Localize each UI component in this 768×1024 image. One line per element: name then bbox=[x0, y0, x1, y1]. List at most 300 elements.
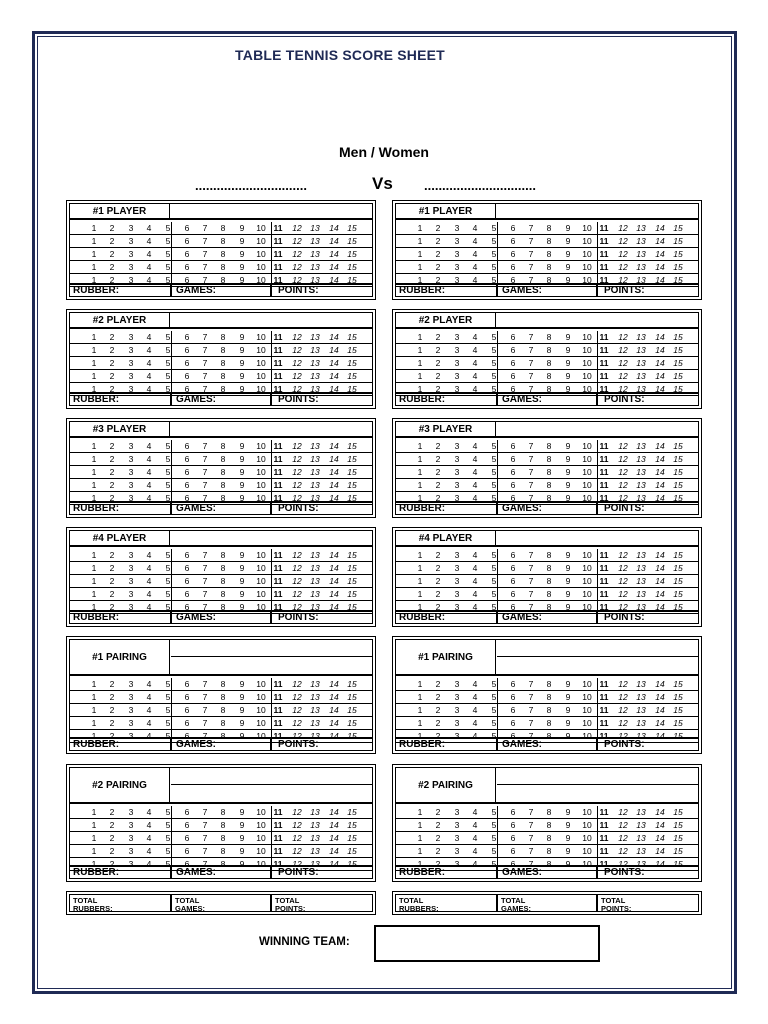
score-number[interactable]: 9 bbox=[565, 358, 571, 368]
score-number[interactable]: 2 bbox=[435, 550, 441, 560]
score-number[interactable]: 10 bbox=[256, 576, 266, 586]
score-number[interactable]: 9 bbox=[565, 236, 571, 246]
score-number[interactable]: 3 bbox=[454, 589, 460, 599]
score-number[interactable]: 4 bbox=[146, 441, 152, 451]
score-number[interactable]: 10 bbox=[582, 223, 592, 233]
score-number[interactable]: 4 bbox=[146, 589, 152, 599]
score-number[interactable]: 13 bbox=[310, 345, 320, 355]
score-number[interactable]: 1 bbox=[417, 467, 423, 477]
score-number[interactable]: 3 bbox=[128, 467, 134, 477]
score-number[interactable]: 5 bbox=[491, 846, 497, 856]
score-number[interactable]: 10 bbox=[256, 441, 266, 451]
score-number[interactable]: 15 bbox=[673, 275, 683, 285]
score-number[interactable]: 10 bbox=[582, 731, 592, 741]
score-number[interactable]: 14 bbox=[655, 236, 665, 246]
score-number[interactable]: 4 bbox=[472, 358, 478, 368]
score-number[interactable]: 6 bbox=[184, 679, 190, 689]
score-number[interactable]: 14 bbox=[655, 358, 665, 368]
score-number[interactable]: 11 bbox=[599, 820, 609, 830]
score-number[interactable]: 9 bbox=[565, 223, 571, 233]
score-number[interactable]: 9 bbox=[239, 454, 245, 464]
score-number[interactable]: 15 bbox=[347, 602, 357, 612]
score-number[interactable]: 14 bbox=[329, 236, 339, 246]
score-number[interactable]: 12 bbox=[618, 807, 628, 817]
score-number[interactable]: 1 bbox=[91, 820, 97, 830]
score-number[interactable]: 14 bbox=[329, 262, 339, 272]
score-number[interactable]: 4 bbox=[146, 705, 152, 715]
score-number[interactable]: 2 bbox=[435, 454, 441, 464]
score-number[interactable]: 3 bbox=[128, 679, 134, 689]
score-number[interactable]: 4 bbox=[472, 275, 478, 285]
score-number[interactable]: 10 bbox=[582, 249, 592, 259]
score-number[interactable]: 9 bbox=[239, 332, 245, 342]
score-number[interactable]: 13 bbox=[636, 563, 646, 573]
score-number[interactable]: 13 bbox=[310, 371, 320, 381]
score-number[interactable]: 10 bbox=[582, 705, 592, 715]
score-number[interactable]: 8 bbox=[220, 262, 226, 272]
score-number[interactable]: 11 bbox=[599, 493, 609, 503]
score-number[interactable]: 9 bbox=[239, 371, 245, 381]
score-number[interactable]: 9 bbox=[565, 332, 571, 342]
score-number[interactable]: 13 bbox=[636, 371, 646, 381]
score-number[interactable]: 13 bbox=[310, 859, 320, 869]
score-number[interactable]: 5 bbox=[491, 731, 497, 741]
score-number[interactable]: 15 bbox=[673, 563, 683, 573]
score-number[interactable]: 14 bbox=[329, 846, 339, 856]
score-number[interactable]: 4 bbox=[146, 275, 152, 285]
score-number[interactable]: 14 bbox=[329, 859, 339, 869]
score-number[interactable]: 10 bbox=[582, 236, 592, 246]
score-number[interactable]: 5 bbox=[491, 820, 497, 830]
score-number[interactable]: 9 bbox=[565, 480, 571, 490]
score-number[interactable]: 13 bbox=[310, 480, 320, 490]
score-number[interactable]: 5 bbox=[491, 602, 497, 612]
score-number[interactable]: 2 bbox=[109, 563, 115, 573]
score-number[interactable]: 11 bbox=[599, 563, 609, 573]
score-number[interactable]: 15 bbox=[347, 467, 357, 477]
score-number[interactable]: 9 bbox=[565, 718, 571, 728]
score-number[interactable]: 7 bbox=[528, 731, 534, 741]
score-number[interactable]: 12 bbox=[292, 332, 302, 342]
score-number[interactable]: 11 bbox=[273, 731, 283, 741]
score-number[interactable]: 2 bbox=[435, 820, 441, 830]
score-number[interactable]: 8 bbox=[546, 602, 552, 612]
score-number[interactable]: 5 bbox=[165, 589, 171, 599]
score-number[interactable]: 9 bbox=[565, 345, 571, 355]
total-points-cell[interactable] bbox=[596, 895, 700, 911]
score-number[interactable]: 15 bbox=[347, 236, 357, 246]
score-number[interactable]: 8 bbox=[546, 705, 552, 715]
score-number[interactable]: 8 bbox=[546, 859, 552, 869]
score-number[interactable]: 11 bbox=[273, 384, 283, 394]
score-number[interactable]: 7 bbox=[528, 602, 534, 612]
score-number[interactable]: 2 bbox=[109, 602, 115, 612]
score-number[interactable]: 14 bbox=[655, 602, 665, 612]
score-number[interactable]: 4 bbox=[146, 718, 152, 728]
score-number[interactable]: 11 bbox=[599, 692, 609, 702]
score-number[interactable]: 15 bbox=[673, 731, 683, 741]
score-number[interactable]: 8 bbox=[546, 493, 552, 503]
score-number[interactable]: 4 bbox=[146, 236, 152, 246]
score-number[interactable]: 1 bbox=[91, 833, 97, 843]
score-number[interactable]: 6 bbox=[510, 820, 516, 830]
score-number[interactable]: 13 bbox=[636, 467, 646, 477]
score-number[interactable]: 15 bbox=[673, 846, 683, 856]
score-number[interactable]: 7 bbox=[202, 454, 208, 464]
score-number[interactable]: 2 bbox=[109, 384, 115, 394]
score-number[interactable]: 13 bbox=[636, 441, 646, 451]
score-number[interactable]: 3 bbox=[128, 550, 134, 560]
score-number[interactable]: 13 bbox=[310, 441, 320, 451]
score-number[interactable]: 12 bbox=[292, 576, 302, 586]
score-number[interactable]: 8 bbox=[546, 441, 552, 451]
score-number[interactable]: 10 bbox=[582, 384, 592, 394]
score-number[interactable]: 14 bbox=[329, 731, 339, 741]
score-number[interactable]: 2 bbox=[109, 833, 115, 843]
score-number[interactable]: 8 bbox=[220, 859, 226, 869]
score-number[interactable]: 8 bbox=[546, 275, 552, 285]
score-number[interactable]: 8 bbox=[546, 236, 552, 246]
score-number[interactable]: 6 bbox=[510, 493, 516, 503]
score-number[interactable]: 14 bbox=[329, 358, 339, 368]
score-number[interactable]: 7 bbox=[528, 345, 534, 355]
score-number[interactable]: 9 bbox=[239, 820, 245, 830]
score-number[interactable]: 9 bbox=[239, 275, 245, 285]
score-number[interactable]: 11 bbox=[273, 441, 283, 451]
score-number[interactable]: 6 bbox=[510, 563, 516, 573]
score-number[interactable]: 3 bbox=[454, 249, 460, 259]
score-number[interactable]: 14 bbox=[329, 384, 339, 394]
score-number[interactable]: 3 bbox=[454, 223, 460, 233]
score-number[interactable]: 3 bbox=[128, 441, 134, 451]
score-number[interactable]: 9 bbox=[239, 718, 245, 728]
score-number[interactable]: 9 bbox=[565, 576, 571, 586]
score-number[interactable]: 7 bbox=[528, 236, 534, 246]
score-number[interactable]: 11 bbox=[273, 236, 283, 246]
score-number[interactable]: 10 bbox=[582, 493, 592, 503]
score-number[interactable]: 6 bbox=[184, 358, 190, 368]
score-number[interactable]: 4 bbox=[472, 807, 478, 817]
score-number[interactable]: 13 bbox=[310, 833, 320, 843]
score-number[interactable]: 2 bbox=[435, 236, 441, 246]
score-number[interactable]: 15 bbox=[347, 859, 357, 869]
score-number[interactable]: 10 bbox=[256, 371, 266, 381]
score-number[interactable]: 8 bbox=[546, 820, 552, 830]
score-number[interactable]: 15 bbox=[347, 576, 357, 586]
score-number[interactable]: 3 bbox=[454, 705, 460, 715]
score-number[interactable]: 1 bbox=[417, 223, 423, 233]
score-number[interactable]: 15 bbox=[673, 602, 683, 612]
score-number[interactable]: 10 bbox=[582, 820, 592, 830]
score-number[interactable]: 9 bbox=[565, 692, 571, 702]
score-number[interactable]: 4 bbox=[472, 384, 478, 394]
score-number[interactable]: 13 bbox=[636, 731, 646, 741]
score-number[interactable]: 5 bbox=[165, 249, 171, 259]
score-number[interactable]: 14 bbox=[329, 454, 339, 464]
score-number[interactable]: 2 bbox=[435, 358, 441, 368]
score-number[interactable]: 8 bbox=[546, 589, 552, 599]
score-number[interactable]: 13 bbox=[636, 332, 646, 342]
score-number[interactable]: 8 bbox=[220, 371, 226, 381]
score-number[interactable]: 6 bbox=[510, 731, 516, 741]
score-number[interactable]: 12 bbox=[292, 833, 302, 843]
score-number[interactable]: 3 bbox=[128, 807, 134, 817]
score-number[interactable]: 12 bbox=[618, 345, 628, 355]
score-number[interactable]: 14 bbox=[655, 846, 665, 856]
score-number[interactable]: 1 bbox=[417, 262, 423, 272]
score-number[interactable]: 13 bbox=[310, 692, 320, 702]
score-number[interactable]: 14 bbox=[655, 820, 665, 830]
score-number[interactable]: 12 bbox=[292, 807, 302, 817]
score-number[interactable]: 4 bbox=[146, 358, 152, 368]
score-number[interactable]: 15 bbox=[347, 345, 357, 355]
score-number[interactable]: 9 bbox=[239, 358, 245, 368]
score-number[interactable]: 3 bbox=[128, 249, 134, 259]
score-number[interactable]: 2 bbox=[435, 480, 441, 490]
score-number[interactable]: 15 bbox=[347, 563, 357, 573]
score-number[interactable]: 3 bbox=[128, 589, 134, 599]
score-number[interactable]: 10 bbox=[256, 679, 266, 689]
score-number[interactable]: 10 bbox=[582, 550, 592, 560]
score-number[interactable]: 11 bbox=[599, 345, 609, 355]
score-number[interactable]: 5 bbox=[491, 833, 497, 843]
score-number[interactable]: 6 bbox=[184, 262, 190, 272]
score-number[interactable]: 6 bbox=[184, 807, 190, 817]
score-number[interactable]: 13 bbox=[636, 550, 646, 560]
score-number[interactable]: 7 bbox=[202, 692, 208, 702]
player-name-field[interactable] bbox=[171, 313, 372, 327]
score-number[interactable]: 11 bbox=[599, 275, 609, 285]
score-number[interactable]: 7 bbox=[202, 731, 208, 741]
score-number[interactable]: 10 bbox=[256, 480, 266, 490]
score-number[interactable]: 2 bbox=[435, 846, 441, 856]
score-number[interactable]: 14 bbox=[655, 332, 665, 342]
score-number[interactable]: 9 bbox=[565, 262, 571, 272]
score-number[interactable]: 7 bbox=[528, 833, 534, 843]
score-number[interactable]: 9 bbox=[565, 467, 571, 477]
score-number[interactable]: 14 bbox=[329, 467, 339, 477]
score-number[interactable]: 14 bbox=[329, 589, 339, 599]
score-number[interactable]: 13 bbox=[310, 718, 320, 728]
score-number[interactable]: 3 bbox=[454, 550, 460, 560]
score-number[interactable]: 10 bbox=[582, 576, 592, 586]
score-number[interactable]: 7 bbox=[202, 371, 208, 381]
score-number[interactable]: 3 bbox=[454, 859, 460, 869]
score-number[interactable]: 1 bbox=[417, 550, 423, 560]
score-number[interactable]: 7 bbox=[528, 384, 534, 394]
score-number[interactable]: 12 bbox=[292, 563, 302, 573]
score-number[interactable]: 15 bbox=[347, 731, 357, 741]
score-number[interactable]: 13 bbox=[310, 384, 320, 394]
score-number[interactable]: 7 bbox=[202, 467, 208, 477]
score-number[interactable]: 6 bbox=[184, 550, 190, 560]
score-number[interactable]: 14 bbox=[329, 563, 339, 573]
score-number[interactable]: 14 bbox=[329, 576, 339, 586]
score-number[interactable]: 2 bbox=[435, 576, 441, 586]
score-number[interactable]: 4 bbox=[146, 262, 152, 272]
score-number[interactable]: 12 bbox=[292, 692, 302, 702]
score-number[interactable]: 11 bbox=[599, 846, 609, 856]
score-number[interactable]: 13 bbox=[310, 820, 320, 830]
score-number[interactable]: 12 bbox=[618, 384, 628, 394]
score-number[interactable]: 6 bbox=[510, 859, 516, 869]
score-number[interactable]: 2 bbox=[435, 275, 441, 285]
score-number[interactable]: 6 bbox=[510, 332, 516, 342]
score-number[interactable]: 5 bbox=[491, 384, 497, 394]
score-number[interactable]: 10 bbox=[256, 467, 266, 477]
score-number[interactable]: 10 bbox=[582, 846, 592, 856]
score-number[interactable]: 14 bbox=[655, 589, 665, 599]
score-number[interactable]: 8 bbox=[546, 249, 552, 259]
score-number[interactable]: 7 bbox=[202, 441, 208, 451]
score-number[interactable]: 15 bbox=[673, 480, 683, 490]
score-number[interactable]: 12 bbox=[292, 236, 302, 246]
score-number[interactable]: 4 bbox=[146, 679, 152, 689]
score-number[interactable]: 8 bbox=[546, 223, 552, 233]
score-number[interactable]: 14 bbox=[329, 679, 339, 689]
score-number[interactable]: 8 bbox=[546, 731, 552, 741]
score-number[interactable]: 14 bbox=[655, 371, 665, 381]
score-number[interactable]: 6 bbox=[184, 705, 190, 715]
score-number[interactable]: 15 bbox=[347, 332, 357, 342]
player-name-field[interactable] bbox=[497, 640, 698, 657]
score-number[interactable]: 14 bbox=[655, 731, 665, 741]
score-number[interactable]: 3 bbox=[128, 332, 134, 342]
score-number[interactable]: 13 bbox=[310, 454, 320, 464]
score-number[interactable]: 15 bbox=[673, 384, 683, 394]
score-number[interactable]: 5 bbox=[491, 692, 497, 702]
score-number[interactable]: 10 bbox=[582, 454, 592, 464]
score-number[interactable]: 3 bbox=[454, 679, 460, 689]
score-number[interactable]: 3 bbox=[454, 833, 460, 843]
score-number[interactable]: 11 bbox=[273, 249, 283, 259]
score-number[interactable]: 4 bbox=[146, 454, 152, 464]
score-number[interactable]: 6 bbox=[510, 807, 516, 817]
score-number[interactable]: 15 bbox=[673, 467, 683, 477]
score-number[interactable]: 2 bbox=[109, 275, 115, 285]
score-number[interactable]: 5 bbox=[165, 833, 171, 843]
score-number[interactable]: 2 bbox=[435, 859, 441, 869]
score-number[interactable]: 3 bbox=[454, 820, 460, 830]
score-number[interactable]: 12 bbox=[618, 223, 628, 233]
score-number[interactable]: 1 bbox=[91, 563, 97, 573]
score-number[interactable]: 8 bbox=[220, 358, 226, 368]
score-number[interactable]: 9 bbox=[565, 371, 571, 381]
score-number[interactable]: 2 bbox=[109, 454, 115, 464]
score-number[interactable]: 14 bbox=[655, 454, 665, 464]
score-number[interactable]: 3 bbox=[454, 345, 460, 355]
score-number[interactable]: 7 bbox=[528, 249, 534, 259]
score-number[interactable]: 5 bbox=[491, 454, 497, 464]
score-number[interactable]: 1 bbox=[417, 731, 423, 741]
score-number[interactable]: 6 bbox=[510, 275, 516, 285]
score-number[interactable]: 7 bbox=[202, 563, 208, 573]
score-number[interactable]: 11 bbox=[599, 807, 609, 817]
score-number[interactable]: 2 bbox=[109, 718, 115, 728]
score-number[interactable]: 7 bbox=[528, 820, 534, 830]
score-number[interactable]: 3 bbox=[128, 718, 134, 728]
score-number[interactable]: 2 bbox=[435, 467, 441, 477]
score-number[interactable]: 7 bbox=[202, 602, 208, 612]
score-number[interactable]: 14 bbox=[655, 807, 665, 817]
score-number[interactable]: 6 bbox=[184, 236, 190, 246]
score-number[interactable]: 4 bbox=[146, 576, 152, 586]
score-number[interactable]: 3 bbox=[454, 807, 460, 817]
score-number[interactable]: 11 bbox=[273, 550, 283, 560]
score-number[interactable]: 15 bbox=[347, 358, 357, 368]
score-number[interactable]: 3 bbox=[128, 371, 134, 381]
score-number[interactable]: 6 bbox=[510, 384, 516, 394]
score-number[interactable]: 13 bbox=[310, 249, 320, 259]
score-number[interactable]: 11 bbox=[273, 589, 283, 599]
score-number[interactable]: 8 bbox=[220, 345, 226, 355]
score-number[interactable]: 5 bbox=[491, 332, 497, 342]
score-number[interactable]: 8 bbox=[546, 692, 552, 702]
score-number[interactable]: 4 bbox=[472, 550, 478, 560]
score-number[interactable]: 9 bbox=[565, 563, 571, 573]
score-number[interactable]: 13 bbox=[636, 384, 646, 394]
score-number[interactable]: 7 bbox=[202, 493, 208, 503]
score-number[interactable]: 10 bbox=[256, 275, 266, 285]
score-number[interactable]: 10 bbox=[256, 602, 266, 612]
score-number[interactable]: 15 bbox=[347, 262, 357, 272]
score-number[interactable]: 15 bbox=[673, 820, 683, 830]
score-number[interactable]: 5 bbox=[165, 480, 171, 490]
score-number[interactable]: 14 bbox=[329, 345, 339, 355]
score-number[interactable]: 6 bbox=[510, 236, 516, 246]
score-number[interactable]: 10 bbox=[256, 807, 266, 817]
score-number[interactable]: 3 bbox=[128, 454, 134, 464]
score-number[interactable]: 8 bbox=[546, 679, 552, 689]
score-number[interactable]: 7 bbox=[528, 550, 534, 560]
score-number[interactable]: 11 bbox=[273, 223, 283, 233]
score-number[interactable]: 12 bbox=[618, 820, 628, 830]
score-number[interactable]: 4 bbox=[472, 493, 478, 503]
score-number[interactable]: 2 bbox=[435, 679, 441, 689]
score-number[interactable]: 13 bbox=[310, 236, 320, 246]
score-number[interactable]: 10 bbox=[256, 589, 266, 599]
score-number[interactable]: 8 bbox=[546, 718, 552, 728]
score-number[interactable]: 2 bbox=[435, 345, 441, 355]
score-number[interactable]: 7 bbox=[528, 563, 534, 573]
score-number[interactable]: 11 bbox=[273, 480, 283, 490]
score-number[interactable]: 2 bbox=[435, 371, 441, 381]
score-number[interactable]: 8 bbox=[220, 223, 226, 233]
score-number[interactable]: 1 bbox=[91, 480, 97, 490]
score-number[interactable]: 8 bbox=[220, 563, 226, 573]
score-number[interactable]: 4 bbox=[472, 345, 478, 355]
score-number[interactable]: 12 bbox=[618, 731, 628, 741]
score-number[interactable]: 1 bbox=[91, 550, 97, 560]
score-number[interactable]: 15 bbox=[347, 820, 357, 830]
score-number[interactable]: 8 bbox=[546, 345, 552, 355]
score-number[interactable]: 10 bbox=[582, 859, 592, 869]
score-number[interactable]: 5 bbox=[491, 262, 497, 272]
score-number[interactable]: 1 bbox=[91, 441, 97, 451]
score-number[interactable]: 3 bbox=[128, 602, 134, 612]
score-number[interactable]: 4 bbox=[146, 692, 152, 702]
score-number[interactable]: 1 bbox=[417, 833, 423, 843]
score-number[interactable]: 12 bbox=[292, 467, 302, 477]
score-number[interactable]: 11 bbox=[599, 454, 609, 464]
score-number[interactable]: 9 bbox=[239, 705, 245, 715]
score-number[interactable]: 13 bbox=[636, 692, 646, 702]
score-number[interactable]: 8 bbox=[220, 846, 226, 856]
score-number[interactable]: 8 bbox=[220, 731, 226, 741]
score-number[interactable]: 3 bbox=[454, 602, 460, 612]
score-number[interactable]: 4 bbox=[472, 332, 478, 342]
score-number[interactable]: 1 bbox=[91, 859, 97, 869]
